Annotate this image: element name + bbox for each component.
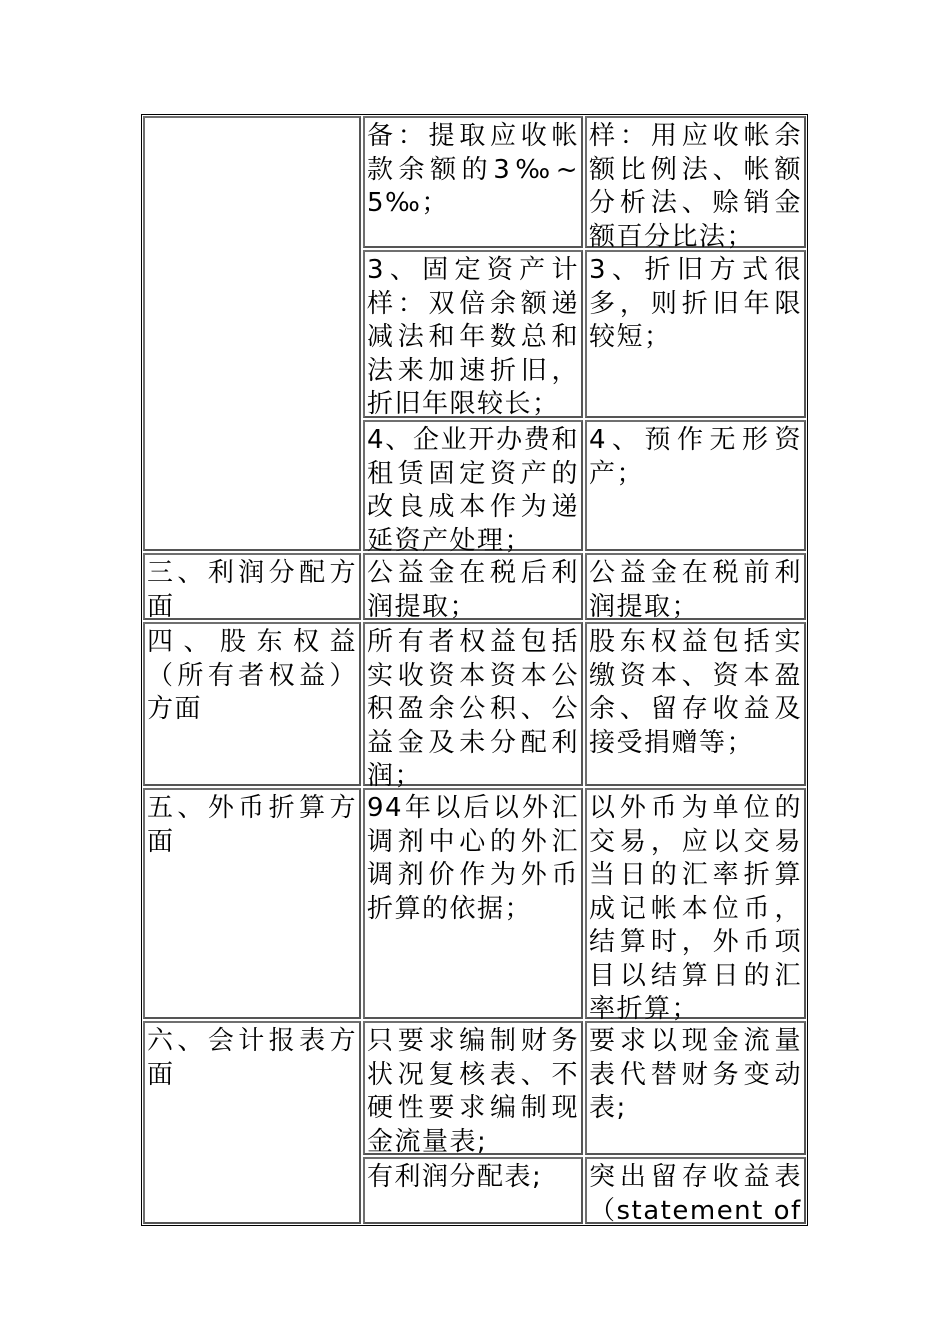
cell-text: 突出留存收益表（statement of xyxy=(589,1162,802,1226)
table-cell-row7-col1 xyxy=(143,1021,361,1224)
table-cell-row6-col1 xyxy=(143,788,361,1019)
table-cell-row5-col3 xyxy=(585,622,806,786)
table-cell-row2-col2 xyxy=(363,250,583,418)
cell-text: 94年以后以外汇调剂中心的外汇调剂价作为外币折算的依据； xyxy=(367,793,579,924)
cell-text: 4、企业开办费和租赁固定资产的改良成本作为递延资产处理； xyxy=(367,425,579,556)
cell-text: 要求以现金流量表代替财务变动表; xyxy=(589,1026,802,1123)
table-cell-row8-col2 xyxy=(363,1157,583,1224)
table-cell-row7-col3 xyxy=(585,1021,806,1155)
table-cell-row7-col2 xyxy=(363,1021,583,1155)
table-cell-row6-col2 xyxy=(363,788,583,1019)
table-cell-row8-col3 xyxy=(585,1157,806,1224)
cell-text: 公益金在税后利润提取； xyxy=(367,558,579,622)
cell-text: 有利润分配表; xyxy=(367,1162,543,1192)
cell-text: 样：用应收帐余额比例法、帐额分析法、赊销金额百分比法； xyxy=(589,121,802,252)
cell-text: 只要求编制财务状况复核表、不硬性要求编制现金流量表; xyxy=(367,1026,579,1157)
table-cell-row1-col3 xyxy=(585,116,806,252)
cell-text: 备：提取应收帐款余额的3‰~5‰； xyxy=(367,121,579,218)
cell-text: 股东权益包括实缴资本、资本盈余、留存收益及接受捐赠等； xyxy=(589,627,802,758)
cell-text: 4、预作无形资产； xyxy=(589,425,802,489)
table-cell-row5-col2 xyxy=(363,622,583,791)
cell-text: 六、会计报表方面 xyxy=(147,1026,357,1090)
cell-text: 公益金在税前利润提取； xyxy=(589,558,802,622)
table-cell-row4-col2 xyxy=(363,553,583,620)
table-cell-row6-col3 xyxy=(585,788,806,1024)
table-cell-row5-col1 xyxy=(143,622,361,786)
table-cell-row1-col1 xyxy=(143,116,361,551)
table-cell-row4-col1 xyxy=(143,553,361,620)
table-cell-row3-col2 xyxy=(363,420,583,556)
cell-text: 三、利润分配方面 xyxy=(147,558,357,622)
table-cell-row2-col3 xyxy=(585,250,806,418)
cell-text: 3、固定资产计样：双倍余额递减法和年数总和法来加速折旧，折旧年限较长； xyxy=(367,255,579,419)
table-cell-row1-col2 xyxy=(363,116,583,248)
cell-text: 所有者权益包括实收资本资本公积盈余公积、公益金及未分配利润； xyxy=(367,627,579,791)
cell-text: 3、折旧方式很多，则折旧年限较短； xyxy=(589,255,802,352)
cell-text: 四、股东权益（所有者权益）方面 xyxy=(147,627,357,724)
table-cell-row4-col3 xyxy=(585,553,806,620)
cell-text: 五、外币折算方面 xyxy=(147,793,357,857)
cell-text: 以外币为单位的交易，应以交易当日的汇率折算成记帐本位币，结算时，外币项目以结算日的汇率折算； xyxy=(589,793,802,1024)
table-cell-row3-col3 xyxy=(585,420,806,551)
